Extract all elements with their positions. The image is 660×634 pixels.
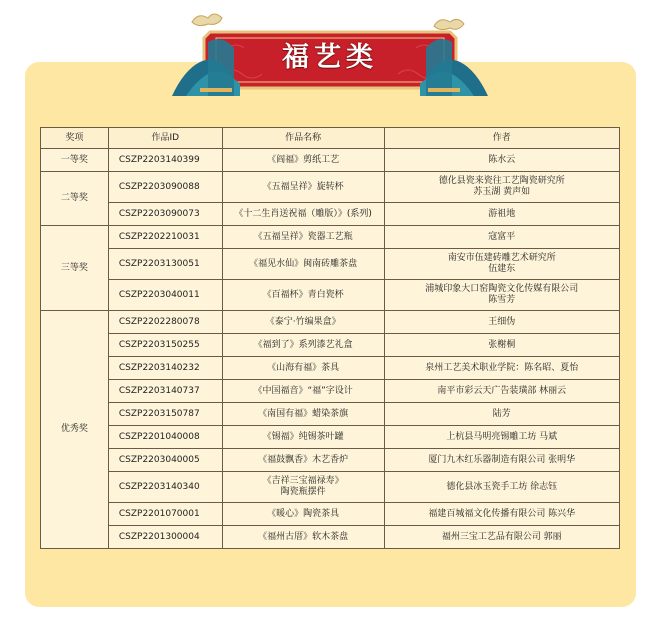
name-cell: 《福到了》系列漆艺礼盒 [222,334,384,357]
author-cell: 张榭桐 [384,334,619,357]
name-cell: 《百福杯》青白瓷杯 [222,280,384,311]
name-cell: 《福见水仙》闽南砖雕茶盘 [222,249,384,280]
table-header-row [41,128,620,149]
id-cell: CSZP2201300004 [108,526,222,549]
author-cell: 南安市伍建砖雕艺术研究所 伍建东 [384,249,619,280]
table-row [41,526,620,549]
header-name: 作品名称 [222,128,384,149]
author-cell: 南平市彩云天广告装璜部 林丽云 [384,380,619,403]
header-award: 奖项 [41,128,109,149]
id-cell: CSZP2201040008 [108,426,222,449]
table-row [41,311,620,334]
author-cell: 游祖地 [384,203,619,226]
author-cell: 厦门九木红乐器制造有限公司 张明华 [384,449,619,472]
id-cell: CSZP2203130051 [108,249,222,280]
id-cell: CSZP2203150255 [108,334,222,357]
name-cell: 《五福呈祥》瓷器工艺瓶 [222,226,384,249]
table-row [41,149,620,172]
author-cell: 陆芳 [384,403,619,426]
name-cell: 《中国福音》“福”字设计 [222,380,384,403]
table-row [41,172,620,203]
name-cell: 《阎福》剪纸工艺 [222,149,384,172]
id-cell: CSZP2203040005 [108,449,222,472]
id-cell: CSZP2202210031 [108,226,222,249]
name-cell: 《吉祥三宝福禄寿》 陶瓷瓶摆件 [222,472,384,503]
table-row [41,503,620,526]
id-cell: CSZP2203140399 [108,149,222,172]
id-cell: CSZP2203090088 [108,172,222,203]
id-cell: CSZP2203040011 [108,280,222,311]
author-cell: 德化县瓷来瓷往工艺陶瓷研究所 苏玉湖 黄声如 [384,172,619,203]
table-row [41,249,620,280]
id-cell: CSZP2201070001 [108,503,222,526]
header-author: 作者 [384,128,619,149]
award-cell: 优秀奖 [41,311,109,549]
name-cell: 《泰宁·竹编果盒》 [222,311,384,334]
author-cell: 王细伪 [384,311,619,334]
author-cell: 泉州工艺美术职业学院：陈名昭、夏怡 [384,357,619,380]
author-cell: 福建百城福文化传播有限公司 陈兴华 [384,503,619,526]
author-cell: 陈水云 [384,149,619,172]
table-row [41,357,620,380]
table-row [41,449,620,472]
name-cell: 《五福呈祥》旋转杯 [222,172,384,203]
page-title: 福艺类 [282,42,378,73]
name-cell: 《暖心》陶瓷茶具 [222,503,384,526]
id-cell: CSZP2202280078 [108,311,222,334]
id-cell: CSZP2203090073 [108,203,222,226]
name-cell: 《南国有福》蜡染茶旗 [222,403,384,426]
author-cell: 浦城印象大口窑陶瓷文化传媒有限公司 陈雪芳 [384,280,619,311]
table-row [41,280,620,311]
table-row [41,426,620,449]
author-cell: 福州三宝工艺品有限公司 郭丽 [384,526,619,549]
award-cell: 三等奖 [41,226,109,311]
name-cell: 《山海有福》茶具 [222,357,384,380]
id-cell: CSZP2203140340 [108,472,222,503]
name-cell: 《锡福》纯锡茶叶罐 [222,426,384,449]
author-cell: 德化县冰玉瓷手工坊 徐志钰 [384,472,619,503]
awards-table [40,127,620,549]
name-cell: 《福鼓飘香》木艺香炉 [222,449,384,472]
table-row [41,226,620,249]
title-banner [172,4,488,96]
table-row [41,203,620,226]
table-row [41,472,620,503]
author-cell: 寇富平 [384,226,619,249]
award-cell: 一等奖 [41,149,109,172]
table-row [41,403,620,426]
id-cell: CSZP2203150787 [108,403,222,426]
id-cell: CSZP2203140737 [108,380,222,403]
author-cell: 上杭县马明亮锡雕工坊 马斌 [384,426,619,449]
table-row [41,334,620,357]
table-row [41,380,620,403]
name-cell: 《福州古厝》软木茶盘 [222,526,384,549]
id-cell: CSZP2203140232 [108,357,222,380]
name-cell: 《十二生肖送祝福（雕版）》(系列) [222,203,384,226]
award-cell: 二等奖 [41,172,109,226]
header-id: 作品ID [108,128,222,149]
